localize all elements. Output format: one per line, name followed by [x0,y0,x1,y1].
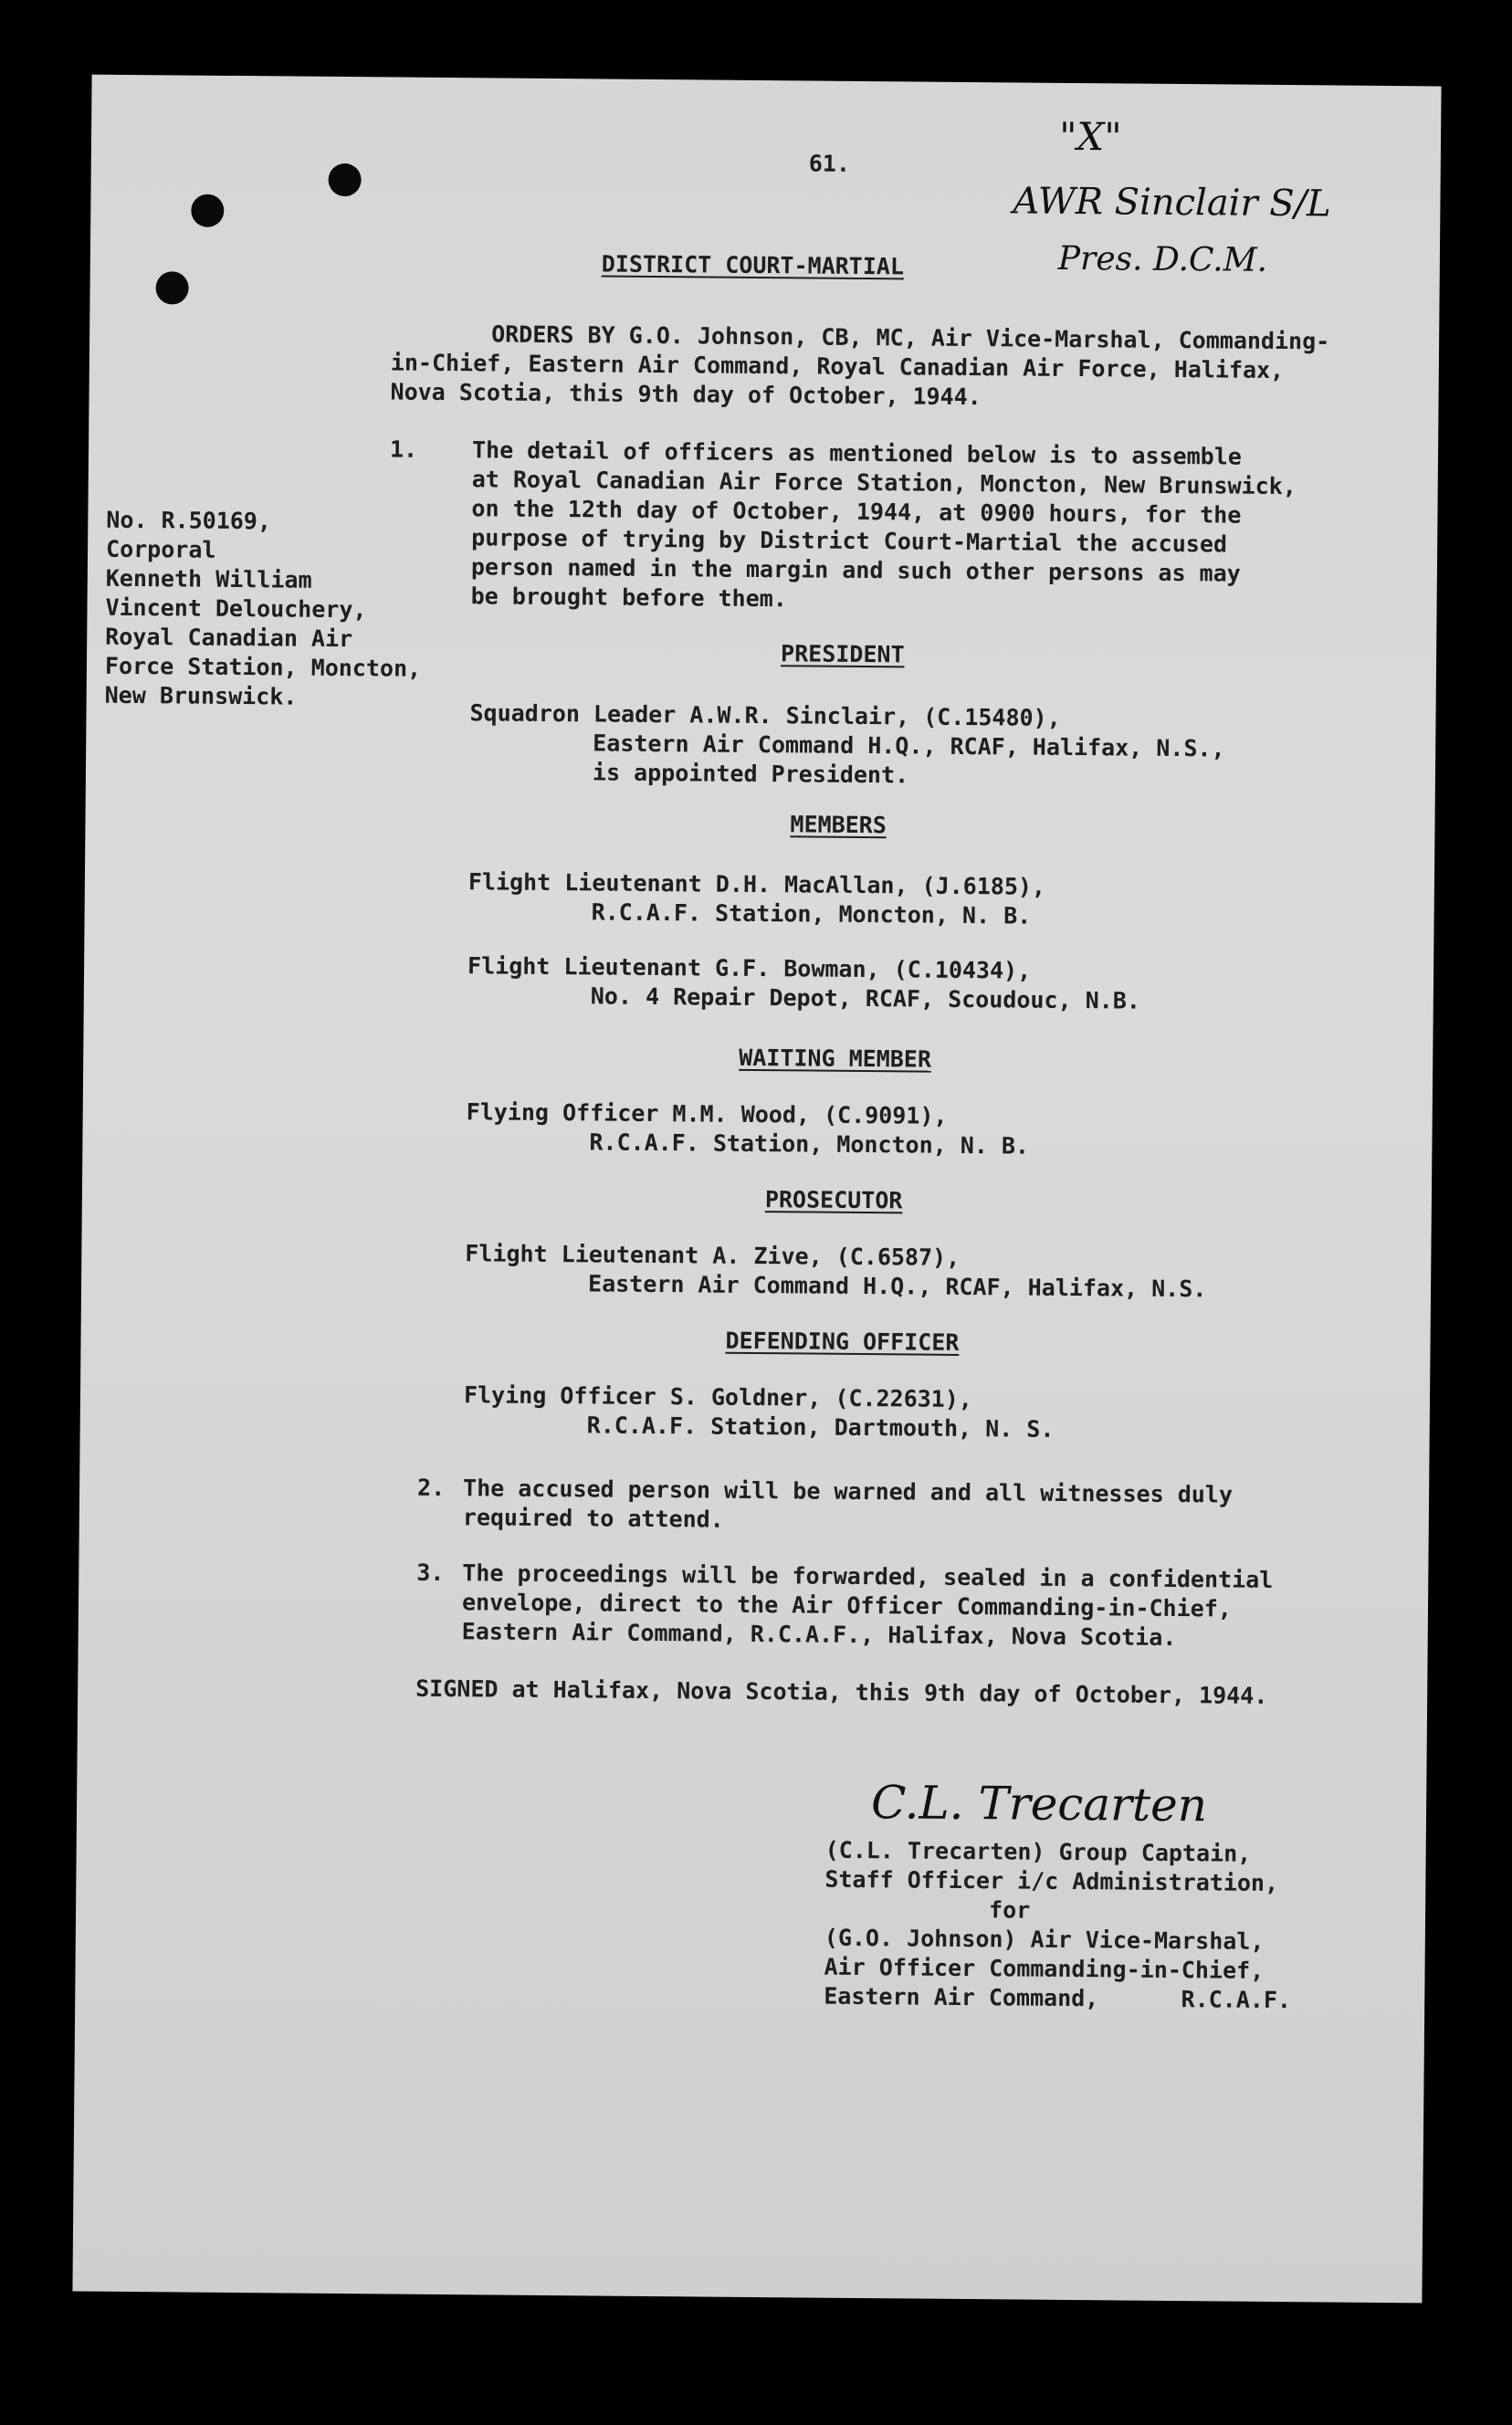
paragraph-line: The accused person will be warned and all witnesses duly [463,1475,1234,1508]
heading-members: MEMBERS [790,811,887,839]
signed-line: SIGNED at Halifax, Nova Scotia, this 9th day of October, 1944. [415,1674,1268,1709]
paragraph-line: on the 12th day of October, 1944, at 0900 hours, for the [471,495,1242,529]
margin-line: Royal Canadian Air [105,623,353,653]
heading-waiting-member: WAITING MEMBER [739,1044,932,1073]
margin-line: New Brunswick. [104,681,298,710]
entry-line: Flight Lieutenant A. Zive, (C.6587), [465,1240,961,1271]
entry-line: R.C.A.F. Station, Moncton, N. B. [589,1129,1030,1160]
document-page [72,75,1441,2304]
signature-line: (G.O. Johnson) Air Vice-Marshal, [824,1924,1265,1955]
entry-line: No. 4 Repair Depot, RCAF, Scoudouc, N.B. [590,982,1141,1014]
paragraph-line: envelope, direct to the Air Officer Commanding-in-Chief, [461,1589,1233,1622]
margin-line: Force Station, Moncton, [104,652,422,682]
margin-line: Corporal [105,535,216,563]
entry-line: Flying Officer M.M. Wood, (C.9091), [466,1098,948,1129]
page-number: 61. [808,150,851,177]
margin-line: Kenneth William [105,564,312,593]
signature-line: Staff Officer i/c Administration, [824,1865,1279,1897]
document-title: DISTRICT COURT-MARTIAL [601,250,905,280]
entry-line: Eastern Air Command H.Q., RCAF, Halifax, N.S. [587,1270,1207,1303]
signature-line: for [988,1896,1031,1924]
handwritten-name: AWR Sinclair S/L [1013,180,1331,226]
entry-line: Flying Officer S. Goldner, (C.22631), [463,1381,973,1413]
margin-line: No. R.50169, [106,506,272,535]
paragraph-line: The proceedings will be forwarded, sealed in a confidential [462,1559,1274,1593]
entry-line: is appointed President. [592,759,909,789]
margin-line: Vincent Delouchery, [105,593,367,624]
orders-line: in-Chief, Eastern Air Command, Royal Canadian Air Force, Halifax, [390,349,1285,384]
punch-hole-bottom [155,271,188,304]
paragraph-number: 3. [416,1559,445,1587]
paragraph-line: be brought before them. [470,583,787,613]
punch-hole-top [191,194,224,227]
handwritten-signature: C.L. Trecarten [870,1776,1208,1832]
paragraph-number: 1. [389,436,418,463]
entry-line: Flight Lieutenant G.F. Bowman, (C.10434), [467,952,1032,984]
entry-line: Squadron Leader A.W.R. Sinclair, (C.15480), [469,699,1061,731]
orders-line: ORDERS BY G.O. Johnson, CB, MC, Air Vice-Marshal, Commanding- [491,320,1330,355]
paragraph-line: The detail of officers as mentioned below is to assemble [471,436,1243,470]
entry-line: R.C.A.F. Station, Dartmouth, N. S. [586,1412,1055,1443]
signature-line: Air Officer Commanding-in-Chief, [824,1953,1265,1984]
signature-line: (C.L. Trecarten) Group Captain, [824,1836,1252,1867]
entry-line: R.C.A.F. Station, Moncton, N. B. [591,898,1032,929]
heading-defending-officer: DEFENDING OFFICER [725,1327,960,1356]
paragraph-line: person named in the margin and such other persons as may [470,553,1241,587]
entry-line: Eastern Air Command H.Q., RCAF, Halifax, N.S., [593,730,1225,762]
heading-president: PRESIDENT [780,640,905,668]
handwritten-role: Pres. D.C.M. [1057,239,1268,279]
orders-line: Nova Scotia, this 9th day of October, 1944. [390,378,982,411]
paragraph-line: purpose of trying by District Court-Martial the accused [471,524,1228,558]
paragraph-line: Eastern Air Command, R.C.A.F., Halifax, Nova Scotia. [461,1618,1177,1652]
punch-hole-middle [328,163,361,196]
paragraph-line: required to attend. [462,1504,724,1533]
heading-prosecutor: PROSECUTOR [764,1186,903,1214]
handwritten-marker: "X" [1058,113,1122,160]
paragraph-line: at Royal Canadian Air Force Station, Moncton, New Brunswick, [471,466,1297,500]
entry-line: Flight Lieutenant D.H. MacAllan, (J.6185), [467,868,1046,900]
signature-line: Eastern Air Command, R.C.A.F. [824,1982,1292,2014]
paragraph-number: 2. [417,1474,446,1502]
